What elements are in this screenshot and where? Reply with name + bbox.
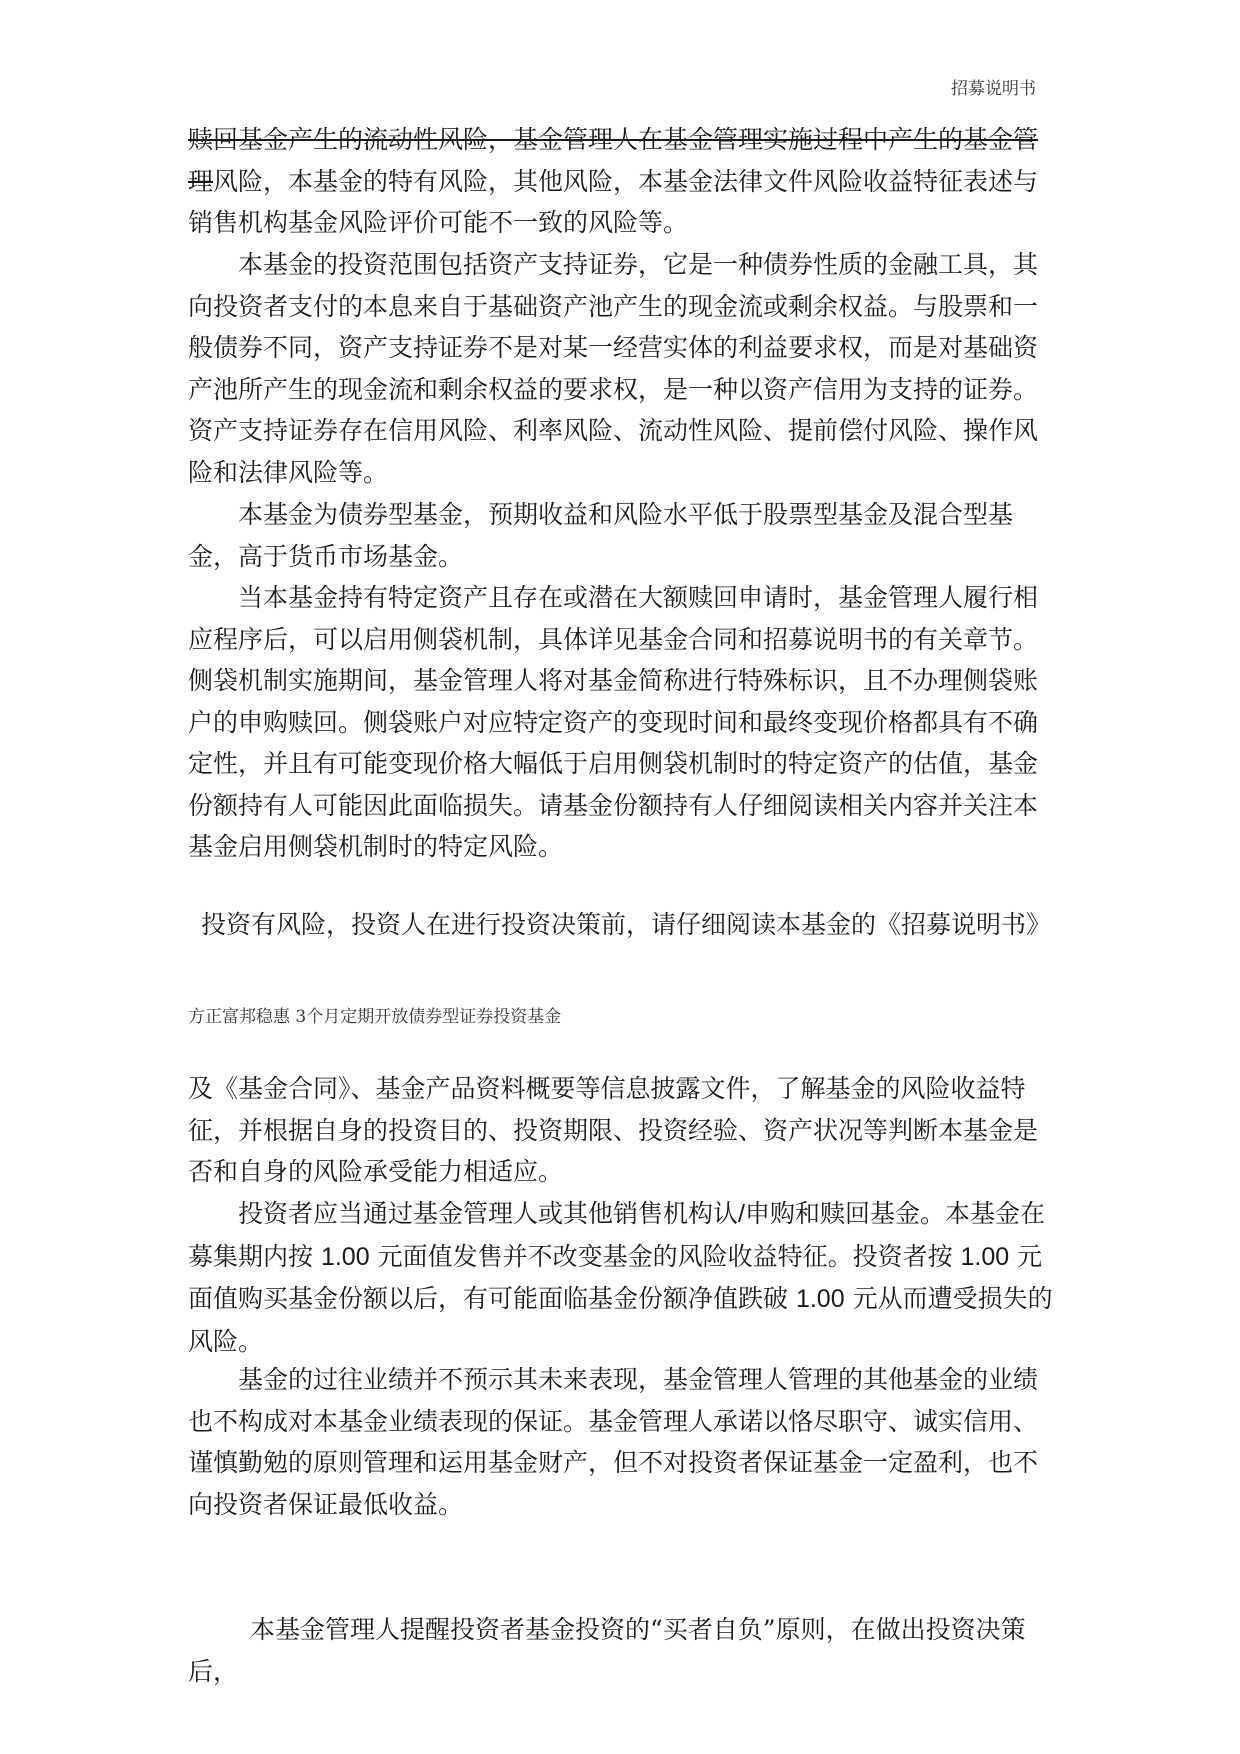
par-value: 1.00 [795,1285,845,1313]
paragraph-side-pocket: 当本基金持有特定资产且存在或潜在大额赎回申请时，基金管理人履行相应程序后，可以启用侧袋机制，具体详见基金合同和招募说明书的有关章节。侧袋机制实施期间，基金管理人将对基金简称进行特殊标识，且不办理侧袋账户的申购赎回。侧袋账户对应特定资产的变现时间和最终变现价格都具有不确定性，并且有可能变现价格大幅低于启用侧袋机制时的特定资产的估值，基金份额持有人可能因此面临损失。请基金份额持有人仔细阅读相关内容并关注本基金启用侧袋机制时的特定风险。 [188,583,1039,861]
par-value: 1.00 [960,1242,1010,1271]
paragraph-text: 申购和赎回基金。本基金在募集期内按 [188,1199,1045,1271]
paragraph-text: 元面值发售并不改变基金的风险收益特征。投资者按 [369,1241,961,1271]
paragraph-abs-risk: 本基金的投资范围包括资产支持证券，它是一种债券性质的金融工具，其向投资者支付的本息来自于基础资产池产生的现金流或剩余权益。与股票和一般债券不同，资产支持证券不是对某一经营实体的利益要求权，而是对基础资产池所产生的现金流和剩余权益的要求权，是一种以资产信用为支持的证券。资产支持证券存在信用风险、利率风险、流动性风险、提前偿付风险、操作风险和法律风险等。 [188,250,1039,487]
paragraph-subscription [188,1193,1060,1362]
paragraph-bond-fund: 本基金为债券型基金，预期收益和风险水平低于股票型基金及混合型基金，高于货币市场基金。 [188,500,1014,571]
paragraph-text: 元面值购买基金份额以后，有可能面临基金份额净值跌破 [188,1241,1043,1313]
paragraph-text: 投资者应当通过基金管理人或其他销售机构认 [238,1199,739,1228]
struck-text: 赎回基金产生的流动性风险，基金管理人在基金管理实施过程中产生的基金管理 [188,125,1039,196]
running-header: 招募说明书 [951,79,1036,99]
slash-text: / [738,1200,745,1228]
running-footer: 方正富邦稳惠 3个月定期开放债券型证券投资基金 [188,1007,562,1027]
paragraph-risk-continued [188,119,1054,244]
paragraph-text: 元从而遭受损失的风险。 [188,1284,1053,1356]
paragraph-investment-risk-cont: 及《基金合同》、基金产品资料概要等信息披露文件，了解基金的风险收益特征，并根据自身的投资目的、投资期限、投资经验、资产状况等判断本基金是否和自身的风险承受能力相适应。 [188,1074,1039,1186]
paragraph-investment-risk-start: 投资有风险，投资人在进行投资决策前，请仔细阅读本基金的《招募说明书》 [201,910,1052,939]
paragraph-text: 风险，本基金的特有风险，其他风险，本基金法律文件风险收益特征表述与销售机构基金风险评价可能不一致的风险等。 [188,166,1039,237]
par-value: 1.00 [320,1242,370,1271]
paragraph-buyer-beware: 本基金管理人提醒投资者基金投资的“买者自负”原则，在做出投资决策后， [188,1615,1026,1686]
paragraph-past-performance: 基金的过往业绩并不预示其未来表现，基金管理人管理的其他基金的业绩也不构成对本基金业绩表现的保证。基金管理人承诺以恪尽职守、诚实信用、谨慎勤勉的原则管理和运用基金财产，但不对投资者保证基金一定盈利，也不向投资者保证最低收益。 [188,1365,1039,1519]
